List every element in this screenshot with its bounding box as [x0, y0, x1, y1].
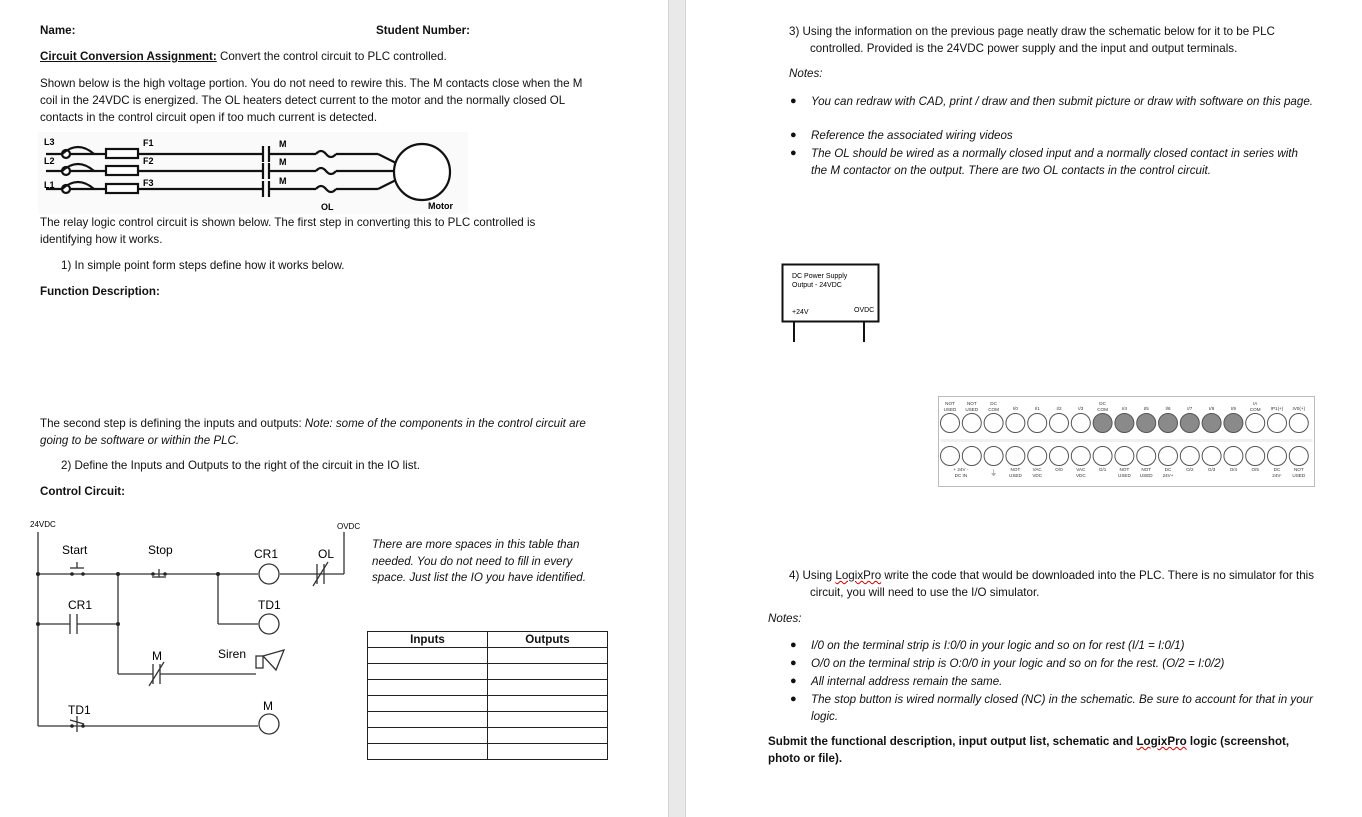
bullet-dot: ●: [790, 147, 797, 159]
student-number-label: Student Number:: [376, 24, 471, 37]
input-terminal-label: I/4: [1121, 406, 1127, 411]
output-terminal-circle: [1180, 447, 1199, 466]
input-terminal-circle: [1268, 414, 1287, 433]
output-terminal-circle: [1202, 447, 1221, 466]
input-cell[interactable]: [368, 712, 488, 728]
ol-contact-label: OL: [318, 547, 335, 561]
input-terminal-circle: [1246, 414, 1265, 433]
input-terminal-label: USED: [943, 407, 957, 412]
table-note: There are more spaces in this table than needed. You do not need to fill in every space. Just list the IO you have identified.: [372, 538, 586, 584]
notes-label-1: Notes:: [789, 67, 823, 80]
step-1: 1) In simple point form steps define how it works below.: [61, 259, 345, 272]
input-terminal-label: IP1(+): [1270, 406, 1284, 411]
input-terminal-label: IA: [1253, 401, 1258, 406]
input-terminal-circle: [1289, 414, 1308, 433]
output-terminal-label: VDC: [1075, 473, 1086, 478]
document-page-right: [686, 0, 1362, 817]
output-terminal-circle: [1224, 447, 1243, 466]
input-terminal-label: COM: [1249, 407, 1261, 412]
input-terminal-label: I/3: [1078, 406, 1084, 411]
bullet-dot: ●: [790, 129, 797, 141]
note-1-2: Reference the associated wiring videos: [811, 129, 1013, 142]
td1-contact-label: TD1: [68, 703, 91, 717]
input-terminal-circle: [941, 414, 960, 433]
power-diagram: [38, 132, 468, 214]
power-supply-line2: Output - 24VDC: [792, 282, 842, 289]
fuse-label-f3: F3: [143, 178, 154, 188]
control-circuit-heading: Control Circuit:: [40, 485, 126, 498]
cr1-contact-label: CR1: [68, 598, 93, 612]
line-label-l2: L2: [44, 156, 55, 166]
output-terminal-label: NOT: [1119, 467, 1130, 472]
inputs-header: Inputs: [368, 632, 488, 648]
output-terminal-label: O/5: [1251, 467, 1259, 472]
output-terminal-label: NOT: [1293, 467, 1304, 472]
name-label: Name:: [40, 24, 76, 37]
input-terminal-label: I/9: [1230, 406, 1236, 411]
assignment-heading: [40, 48, 447, 65]
output-terminal-label: O/2: [1186, 467, 1194, 472]
input-cell[interactable]: [368, 664, 488, 680]
input-terminal-circle: [1115, 414, 1134, 433]
output-cell[interactable]: [488, 744, 608, 760]
input-terminal-label: I/2: [1056, 406, 1062, 411]
contact-label-2: M: [279, 157, 287, 167]
step-4-pre: 4) Using: [789, 569, 836, 582]
output-cell[interactable]: [488, 664, 608, 680]
table-row: [368, 728, 608, 744]
hv-paragraph: Shown below is the high voltage portion. You do not need to rewire this. The M contacts close when the M coil in the 24VDC is energized. The OL heaters detect current to the motor and the normally closed OL contacts in the control circuit open if too much current is detected.: [40, 77, 583, 124]
output-terminal-label: 24V+: [1162, 473, 1174, 478]
notes-label-2: Notes:: [768, 612, 802, 625]
contact-label-1: M: [279, 139, 287, 149]
line-label-l1: L1: [44, 180, 55, 190]
power-supply-line1: DC Power Supply: [792, 273, 848, 280]
table-row: [368, 744, 608, 760]
step-4-logixpro: LogixPro: [835, 569, 882, 582]
input-terminal-label: I/0: [1012, 406, 1018, 411]
note-1-3: The OL should be wired as a normally closed input and a normally closed contact in series with the M contactor on the output. There are two OL contacts in the control circuit.: [811, 147, 1298, 177]
output-cell[interactable]: [488, 728, 608, 744]
input-terminal-label: NOT: [945, 401, 955, 406]
assignment-title: Circuit Conversion Assignment:: [40, 50, 217, 63]
input-terminal-label: DC: [1099, 401, 1106, 406]
td1-coil-label: TD1: [258, 598, 281, 612]
submit-instructions: [768, 733, 1316, 767]
output-terminal-label: USED: [1118, 473, 1131, 478]
terminal-strip: [938, 396, 1318, 491]
second-step-note: Note: some of the components in the control circuit are going to be software or within the PLC.: [40, 417, 586, 447]
output-terminal-circle: [962, 447, 981, 466]
left-rail-label: 24VDC: [30, 520, 56, 529]
note-2-2: O/0 on the terminal strip is O:0/0 in your logic and so on for the rest. (O/2 = I:0/2): [811, 657, 1225, 670]
output-terminal-circle: [1071, 447, 1090, 466]
output-terminal-circle: [1289, 447, 1308, 466]
stop-label: Stop: [148, 543, 173, 557]
input-cell[interactable]: [368, 744, 488, 760]
document-page-left: [0, 0, 668, 817]
input-terminal-circle: [1006, 414, 1025, 433]
second-step-plain: The second step is defining the inputs and outputs:: [40, 417, 305, 430]
output-terminal-label: + 24V -: [953, 467, 969, 472]
fuse-label-f2: F2: [143, 156, 154, 166]
input-cell[interactable]: [368, 680, 488, 696]
input-terminal-label: COM: [988, 407, 999, 412]
page-gutter: [668, 0, 686, 817]
input-terminal-circle: [1224, 414, 1243, 433]
input-terminal-label: USED: [965, 407, 979, 412]
bullet-dot: ●: [790, 639, 797, 651]
relay-paragraph: The relay logic control circuit is shown below. The first step in converting this to PLC controlled is identifying how it works.: [40, 216, 536, 246]
note-2-4: The stop button is wired normally closed (NC) in the schematic. Be sure to account for that in your logic.: [811, 693, 1313, 723]
output-cell[interactable]: [488, 648, 608, 664]
input-terminal-label: DC: [990, 401, 997, 406]
plus-24v-label: +24V: [792, 309, 809, 316]
assignment-desc: Convert the control circuit to PLC controlled.: [216, 50, 447, 63]
step-3: 3) Using the information on the previous page neatly draw the schematic below for it to be PLC controlled. Provided is the 24VDC power supply and the input and output terminals.: [789, 25, 1275, 55]
output-terminal-circle: [1246, 447, 1265, 466]
table-row: [368, 664, 608, 680]
input-terminal-circle: [1093, 414, 1112, 433]
bullet-dot: ●: [790, 675, 797, 687]
output-terminal-label: DC: [1164, 467, 1172, 472]
function-description-heading: Function Description:: [40, 285, 160, 298]
input-terminal-circle: [1159, 414, 1178, 433]
output-terminal-circle: [1050, 447, 1069, 466]
input-terminal-label: I/8: [1209, 406, 1215, 411]
bullet-dot: ●: [790, 657, 797, 669]
submit-pre: Submit the functional description, input output list, schematic and: [768, 735, 1137, 748]
bullet-dot: ●: [790, 693, 797, 705]
output-terminal-circle: [1268, 447, 1287, 466]
output-terminal-circle: [1093, 447, 1112, 466]
zero-vdc-label: OVDC: [854, 307, 875, 314]
input-terminal-label: I/1: [1034, 406, 1040, 411]
submit-logixpro: LogixPro: [1136, 735, 1187, 748]
output-terminal-circle: [941, 447, 960, 466]
output-terminal-label: DC: [1273, 467, 1281, 472]
output-terminal-label: USED: [1009, 473, 1022, 478]
m-coil-label: M: [263, 699, 273, 713]
step-4: [789, 567, 1338, 601]
outputs-header: Outputs: [488, 632, 608, 648]
output-terminal-label: USED: [1292, 473, 1306, 478]
line-label-l3: L3: [44, 137, 55, 147]
contact-label-3: M: [279, 176, 287, 186]
step-4-post: write the code that would be downloaded into the PLC. There is no simulator for this circuit, you will need to use the I/O simulator.: [810, 569, 1315, 599]
output-terminal-label: VAC: [1032, 467, 1042, 472]
motor-label: Motor: [428, 201, 453, 211]
input-cell[interactable]: [368, 648, 488, 664]
output-terminal-label: O/3: [1207, 467, 1216, 472]
output-terminal-circle: [1159, 447, 1178, 466]
cr1-coil-label: CR1: [254, 547, 279, 561]
input-terminal-circle: [1180, 414, 1199, 433]
input-cell[interactable]: [368, 728, 488, 744]
m-contact-label: M: [152, 649, 162, 663]
bullet-dot: ●: [790, 95, 797, 107]
input-terminal-circle: [1071, 414, 1090, 433]
input-terminal-circle: [1028, 414, 1047, 433]
ladder-diagram: [26, 514, 366, 744]
second-step-paragraph: [40, 415, 600, 449]
step-2: 2) Define the Inputs and Outputs to the right of the circuit in the IO list.: [61, 459, 420, 472]
input-terminal-circle: [1050, 414, 1069, 433]
output-terminal-label: USED: [1139, 473, 1153, 478]
input-terminal-label: COM: [1097, 407, 1108, 412]
output-terminal-label: DC IN: [954, 473, 968, 478]
table-row: [368, 712, 608, 728]
output-cell[interactable]: [488, 680, 608, 696]
power-supply-diagram: [780, 262, 880, 344]
input-terminal-circle: [984, 414, 1003, 433]
output-terminal-label: 24V-: [1272, 473, 1282, 478]
output-terminal-label: O/0: [1055, 467, 1063, 472]
input-terminal-label: I/5: [1143, 406, 1149, 411]
note-1-1: You can redraw with CAD, print / draw and then submit picture or draw with software on this page.: [811, 95, 1313, 108]
input-terminal-label: I/6: [1165, 406, 1171, 411]
input-terminal-circle: [1202, 414, 1221, 433]
submit-post: logic (screenshot, photo or file).: [768, 735, 1290, 765]
ground-icon: ⏚: [990, 470, 998, 477]
output-terminal-label: VAC: [1076, 467, 1086, 472]
output-terminal-label: VDC: [1032, 473, 1043, 478]
output-terminal-label: O/4: [1229, 467, 1238, 472]
output-terminal-circle: [1115, 447, 1134, 466]
note-2-3: All internal address remain the same.: [811, 675, 1003, 688]
table-row: [368, 696, 608, 712]
right-rail-label: OVDC: [337, 522, 361, 531]
output-terminal-circle: [984, 447, 1003, 466]
ol-label: OL: [321, 202, 334, 212]
table-row: [368, 648, 608, 664]
output-cell[interactable]: [488, 696, 608, 712]
output-terminal-label: O/1: [1098, 467, 1107, 472]
input-terminal-circle: [962, 414, 981, 433]
siren-label: Siren: [218, 647, 247, 661]
output-cell[interactable]: [488, 712, 608, 728]
input-terminal-label: IV0(+): [1292, 406, 1306, 411]
output-terminal-circle: [1006, 447, 1025, 466]
output-terminal-label: NOT: [1141, 467, 1152, 472]
input-terminal-label: NOT: [966, 401, 977, 406]
output-terminal-circle: [1137, 447, 1156, 466]
io-table: [367, 631, 608, 760]
fuse-label-f1: F1: [143, 138, 154, 148]
note-2-1: I/0 on the terminal strip is I:0/0 in your logic and so on for rest (I/1 = I:0/1): [811, 639, 1185, 652]
input-terminal-circle: [1137, 414, 1156, 433]
output-terminal-circle: [1028, 447, 1047, 466]
input-cell[interactable]: [368, 696, 488, 712]
input-terminal-label: I/7: [1187, 406, 1193, 411]
output-terminal-label: NOT: [1010, 467, 1021, 472]
table-row: [368, 680, 608, 696]
start-label: Start: [62, 543, 88, 557]
